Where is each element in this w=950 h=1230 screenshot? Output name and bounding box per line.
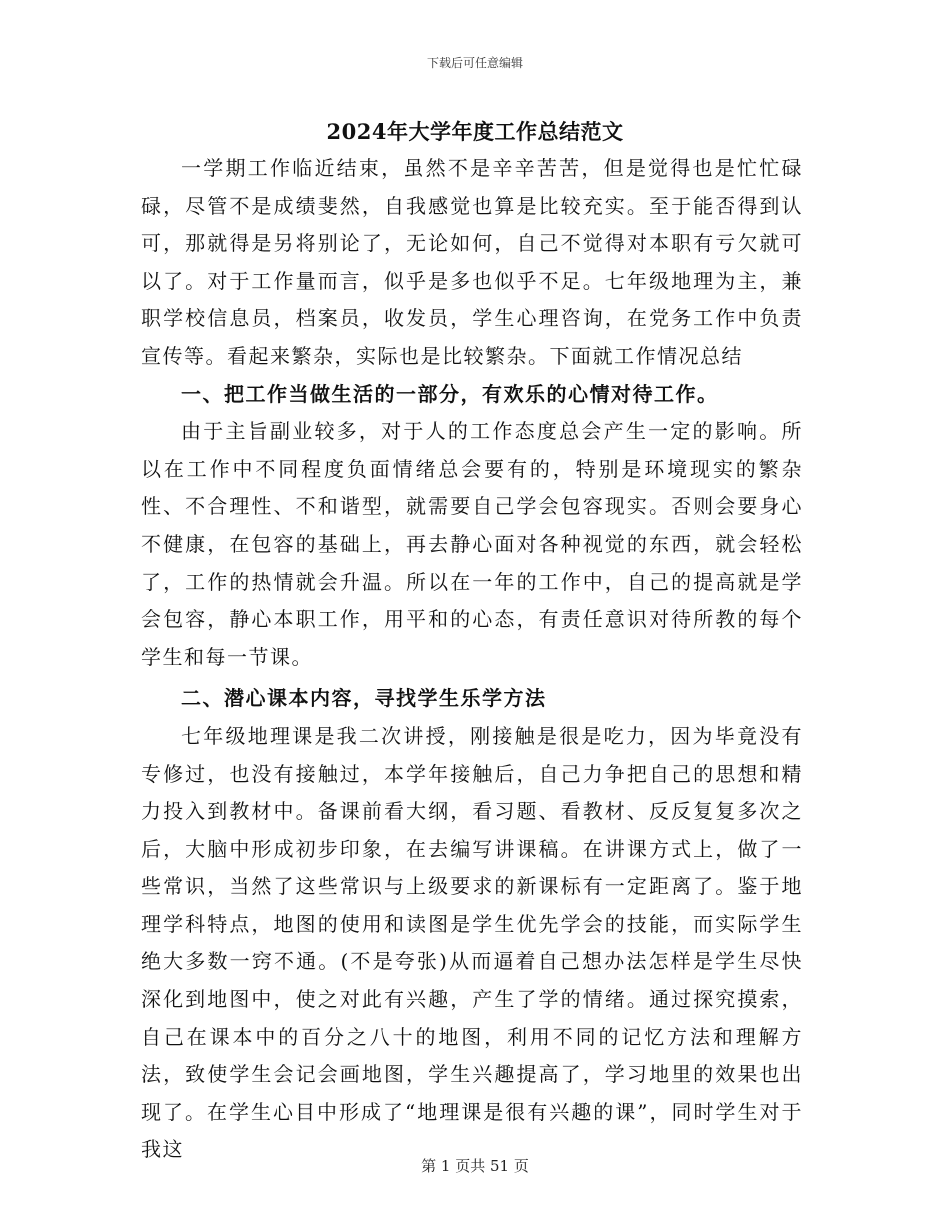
document-body [141,150,803,1169]
paragraph-section-2: 七年级地理课是我二次讲授，刚接触是很是吃力，因为毕竟没有专修过，也没有接触过，本学年接触后，自己力争把自己的思想和精力投入到教材中。备课前看大纲，看习题、看教材、反反复复多次之后，大脑中形成初步印象，在去编写讲课稿。在讲课方式上，做了一些常识，当然了这些常识与上级要求的新课标有一定距离了。鉴于地理学科特点，地图的使用和读图是学生优先学会的技能，而实际学生绝大多数一窍不通。(不是夸张)从而逼着自己想办法怎样是学生尽快深化到地图中，使之对此有兴趣，产生了学的情绪。通过探究摸索，自己在课本中的百分之八十的地图，利用不同的记忆方法和理解方法，致使学生会记会画地图，学生兴趣提高了，学习地里的效果也出现了。在学生心目中形成了“地理课是很有兴趣的课”，同时学生对于我这 [141,723,803,1162]
paragraph-section-1: 由于主旨副业较多，对于人的工作态度总会产生一定的影响。所以在工作中不同程度负面情绪总会要有的，特别是环境现实的繁杂性、不合理性、不和谐型，就需要自己学会包容现实。否则会要身心不健康，在包容的基础上，再去静心面对各种视觉的东西，就会轻松了，工作的热情就会升温。所以在一年的工作中，自己的提高就是学会包容，静心本职工作，用平和的心态，有责任意识对待所教的每个学生和每一节课。 [141,419,803,669]
section-heading-1: 一、把工作当做生活的一部分，有欢乐的心情对待工作。 [181,381,719,406]
page-number-footer: 第 1 页共 51 页 [421,1157,529,1175]
paragraph-intro: 一学期工作临近结束，虽然不是辛辛苦苦，但是觉得也是忙忙碌碌，尽管不是成绩斐然，自我感觉也算是比较充实。至于能否得到认可，那就得是另将别论了，无论如何，自己不觉得对本职有亏欠就可以了。对于工作量而言，似乎是多也似乎不足。七年级地理为主，兼职学校信息员，档案员，收发员，学生心理咨询，在党务工作中负责宣传等。看起来繁杂，实际也是比较繁杂。下面就工作情况总结 [141,156,803,368]
header-note: 下载后可任意编辑 [426,56,523,70]
document-title: 2024年大学年度工作总结范文 [326,119,624,144]
section-heading-2: 二、潜心课本内容，寻找学生乐学方法 [181,686,547,711]
